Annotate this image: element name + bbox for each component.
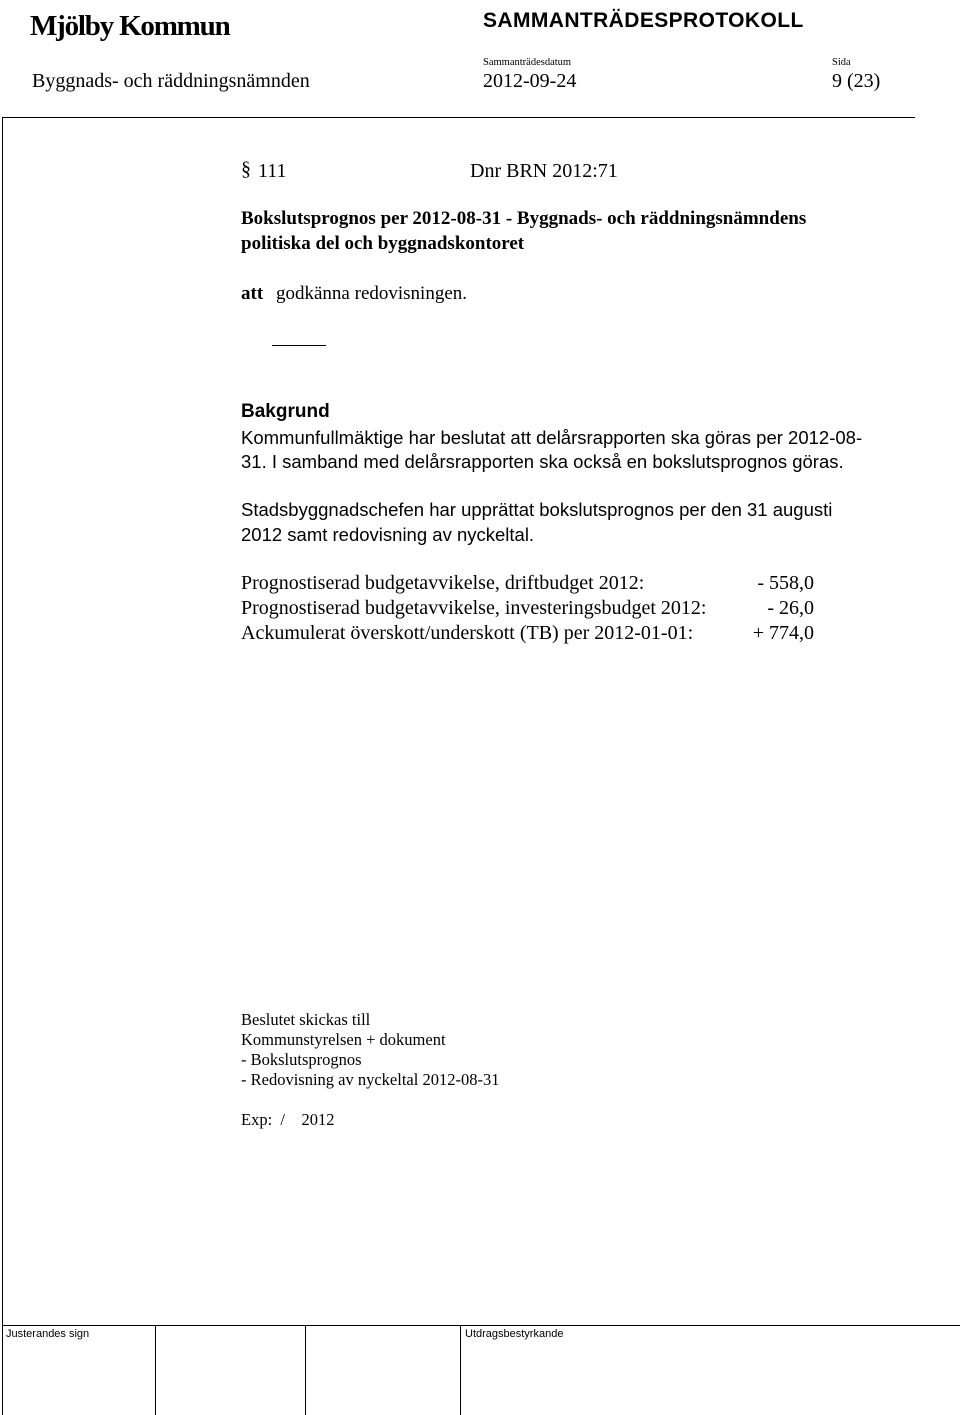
amount-label: Prognostiserad budgetavvikelse, investeringsbudget 2012: [241, 597, 707, 619]
amount-label: Prognostiserad budgetavvikelse, driftbudget 2012: [241, 572, 645, 594]
distribution-item: - Bokslutsprognos [241, 1050, 362, 1069]
amount-label: Ackumulerat överskott/underskott (TB) per 2012-01-01: [241, 622, 694, 644]
footer-top-rule [2, 1325, 960, 1326]
footer-divider [460, 1325, 461, 1415]
amount-row [241, 620, 814, 646]
footer-divider [305, 1325, 306, 1415]
date-label: Sammanträdesdatum [483, 57, 572, 68]
committee-name: Byggnads- och räddningsnämnden [32, 70, 310, 92]
report-line-2: 2012 samt redovisning av nyckeltal. [241, 524, 535, 545]
paragraph-number: 111 [258, 160, 287, 182]
amount-row [241, 570, 814, 596]
section-title-line-1: Bokslutsprognos per 2012-08-31 - Byggnads- och räddningsnämndens [241, 208, 807, 229]
report-line-1: Stadsbyggnadschefen har upprättat bokslutsprognos per den 31 augusti [241, 499, 833, 520]
case-number: Dnr BRN 2012:71 [470, 160, 618, 182]
adjust-sign-label: Justerandes sign [6, 1328, 90, 1340]
paragraph-symbol: § [241, 158, 251, 180]
header-rule [2, 117, 915, 118]
meeting-date: 2012-09-24 [483, 70, 577, 92]
document-type: SAMMANTRÄDESPROTOKOLL [483, 9, 804, 32]
background-line-1: Kommunfullmäktige har beslutat att delårsrapporten ska göras per 2012-08- [241, 427, 863, 448]
decision-keyword: att [241, 283, 264, 304]
left-margin-rule [2, 117, 3, 1415]
background-line-2: 31. I samband med delårsrapporten ska också en bokslutsprognos göras. [241, 451, 844, 472]
page-label: Sida [832, 57, 851, 68]
distribution-item: - Redovisning av nyckeltal 2012-08-31 [241, 1070, 500, 1089]
distribution-heading: Beslutet skickas till [241, 1010, 371, 1029]
decision-text: godkänna redovisningen. [276, 283, 468, 304]
amount-value: - 558,0 [757, 572, 814, 594]
separator-line [272, 345, 326, 346]
footer-divider [155, 1325, 156, 1415]
background-heading: Bakgrund [241, 401, 330, 422]
amount-value: - 26,0 [767, 597, 814, 619]
amount-row [241, 595, 814, 621]
section-title-line-2: politiska del och byggnadskontoret [241, 233, 525, 254]
distribution-recipient: Kommunstyrelsen + dokument [241, 1030, 446, 1049]
amount-value: + 774,0 [752, 622, 814, 644]
page-number: 9 (23) [832, 70, 881, 92]
expedition-note: Exp: / 2012 [241, 1110, 335, 1129]
organization-name: Mjölby Kommun [30, 10, 230, 42]
extract-label: Utdragsbestyrkande [465, 1328, 564, 1340]
